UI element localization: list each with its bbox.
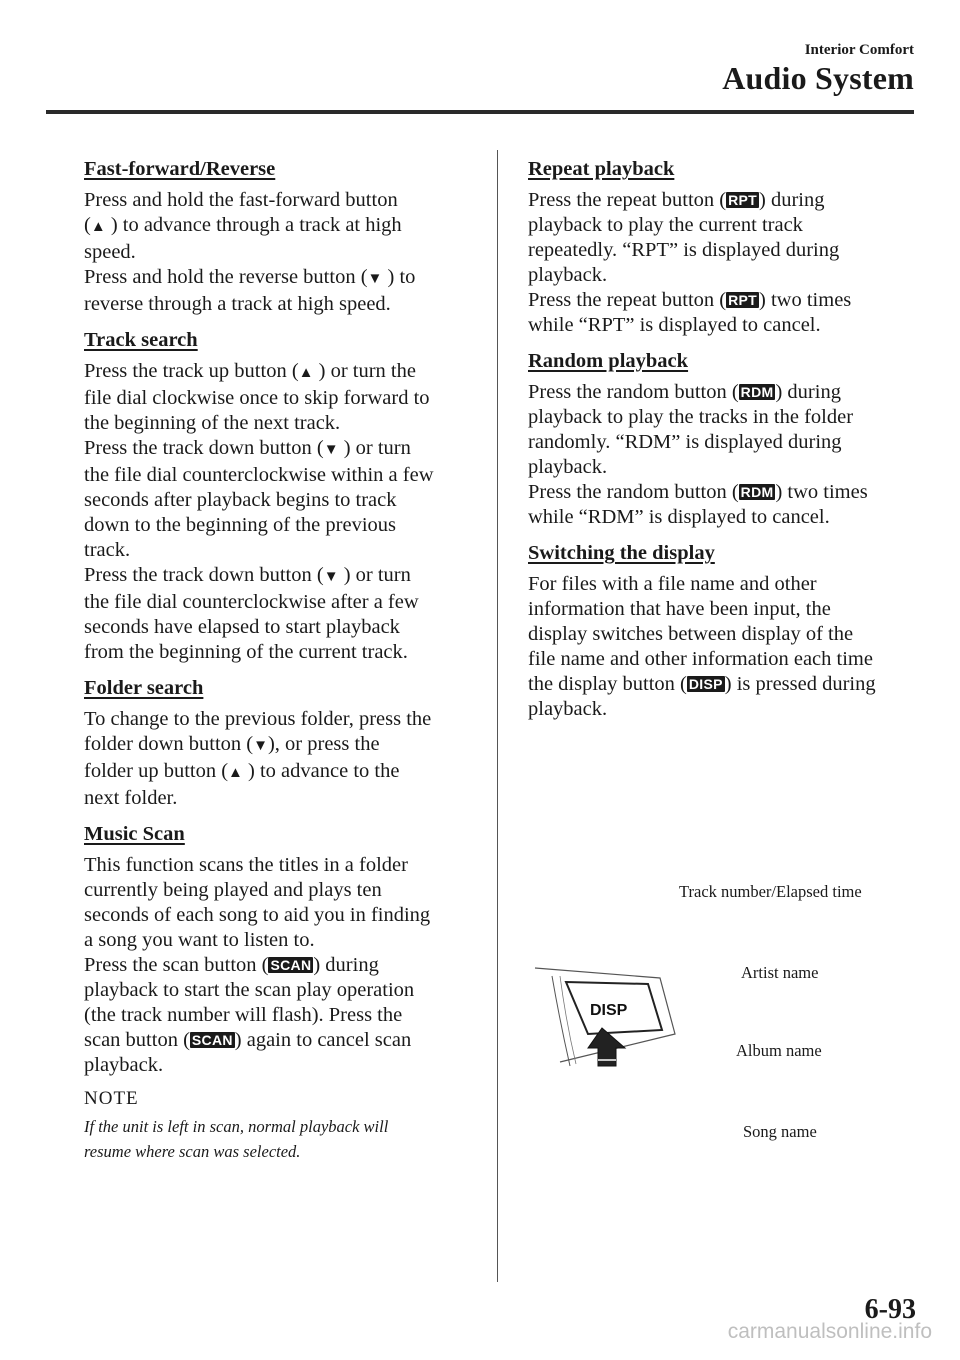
rpt-button-icon: RPT xyxy=(728,192,758,208)
disp-button-illustration xyxy=(530,962,680,1082)
switching-display-heading: Switching the display xyxy=(528,542,715,564)
folder-search-text: To change to the previous folder, press the folder down button (▼), or press the folder up button (▲ ) to advance to the next folder. xyxy=(84,708,432,809)
down-triangle-icon: ▼ xyxy=(367,271,383,287)
scan-button-icon: SCAN xyxy=(270,957,312,973)
column-divider xyxy=(497,150,498,1282)
music-scan-text: This function scans the titles in a folder currently being played and plays ten seconds of each song to aid you in finding a song you want to listen to. Press the scan button ( SCAN) during playback to start the scan play operation (the track number will flash). Press the scan button ( SCAN) again to cancel scan playback. xyxy=(84,854,431,1076)
down-triangle-icon: ▼ xyxy=(253,738,268,754)
up-triangle-icon: ▲ xyxy=(298,365,314,381)
random-playback-heading: Random playback xyxy=(528,350,689,372)
fast-forward-heading: Fast-forward/Reverse xyxy=(84,158,276,180)
note-heading: NOTE xyxy=(84,1088,139,1109)
down-triangle-icon: ▼ xyxy=(323,442,339,458)
repeat-playback-heading: Repeat playback xyxy=(528,158,675,180)
note-text: If the unit is left in scan, normal playback will resume where scan was selected. xyxy=(84,1117,389,1161)
header-rule xyxy=(46,110,914,114)
song-name-label: Song name xyxy=(743,1122,817,1141)
watermark: carmanualsonline.info xyxy=(727,1320,932,1343)
repeat-playback-text: Press the repeat button ( RPT) during playback to play the current track repeatedly. “RPT” is displayed during playback. Press the repeat button ( RPT) two times while “RPT” is displayed to cancel. xyxy=(528,189,852,336)
header-section-name: Interior Comfort xyxy=(804,42,914,58)
down-triangle-icon: ▼ xyxy=(323,569,339,585)
disp-button-label: DISP xyxy=(590,1002,628,1019)
up-triangle-icon: ▲ xyxy=(90,219,106,235)
fast-forward-text: Press and hold the fast-forward button (▲ ) to advance through a track at high speed. Press and hold the reverse button (▼ ) to reverse through a track at high speed. xyxy=(84,189,416,315)
rpt-button-icon: RPT xyxy=(728,292,758,308)
rdm-button-icon: RDM xyxy=(740,384,774,400)
scan-button-icon: SCAN xyxy=(191,1032,233,1048)
music-scan-heading: Music Scan xyxy=(84,823,185,845)
page-title: Audio System xyxy=(722,60,914,96)
up-triangle-icon: ▲ xyxy=(228,765,243,781)
artist-name-label: Artist name xyxy=(741,963,819,982)
album-name-label: Album name xyxy=(736,1041,822,1060)
rdm-button-icon: RDM xyxy=(740,484,774,500)
track-search-text: Press the track up button (▲ ) or turn the file dial clockwise once to skip forward to the beginning of the next track. Press the track down button (▼ ) or turn the file dial counterclockwise within a few seconds after playback begins to track down to the beginning of the previous track. Press the track down button (▼ ) or turn the file dial counterclockwise after a few seconds have elapsed to start playback from the beginning of the current track. xyxy=(84,360,434,663)
switching-display-text: For files with a file name and other information that have been input, the display switches between display of the file name and other information each time the display button ( DISP) is pressed during playback. xyxy=(528,573,876,720)
random-playback-text: Press the random button ( RDM) during playback to play the tracks in the folder randomly. “RDM” is displayed during playback. Press the random button ( RDM) two times while “RDM” is displayed to cancel. xyxy=(528,381,868,528)
right-column xyxy=(528,156,920,732)
folder-search-heading: Folder search xyxy=(84,677,204,699)
left-column xyxy=(84,156,476,1164)
track-elapsed-label: Track number/Elapsed time xyxy=(679,882,862,901)
disp-button-icon: DISP xyxy=(688,676,723,692)
page-number: 6-93 xyxy=(864,1294,916,1325)
track-search-heading: Track search xyxy=(84,329,198,351)
